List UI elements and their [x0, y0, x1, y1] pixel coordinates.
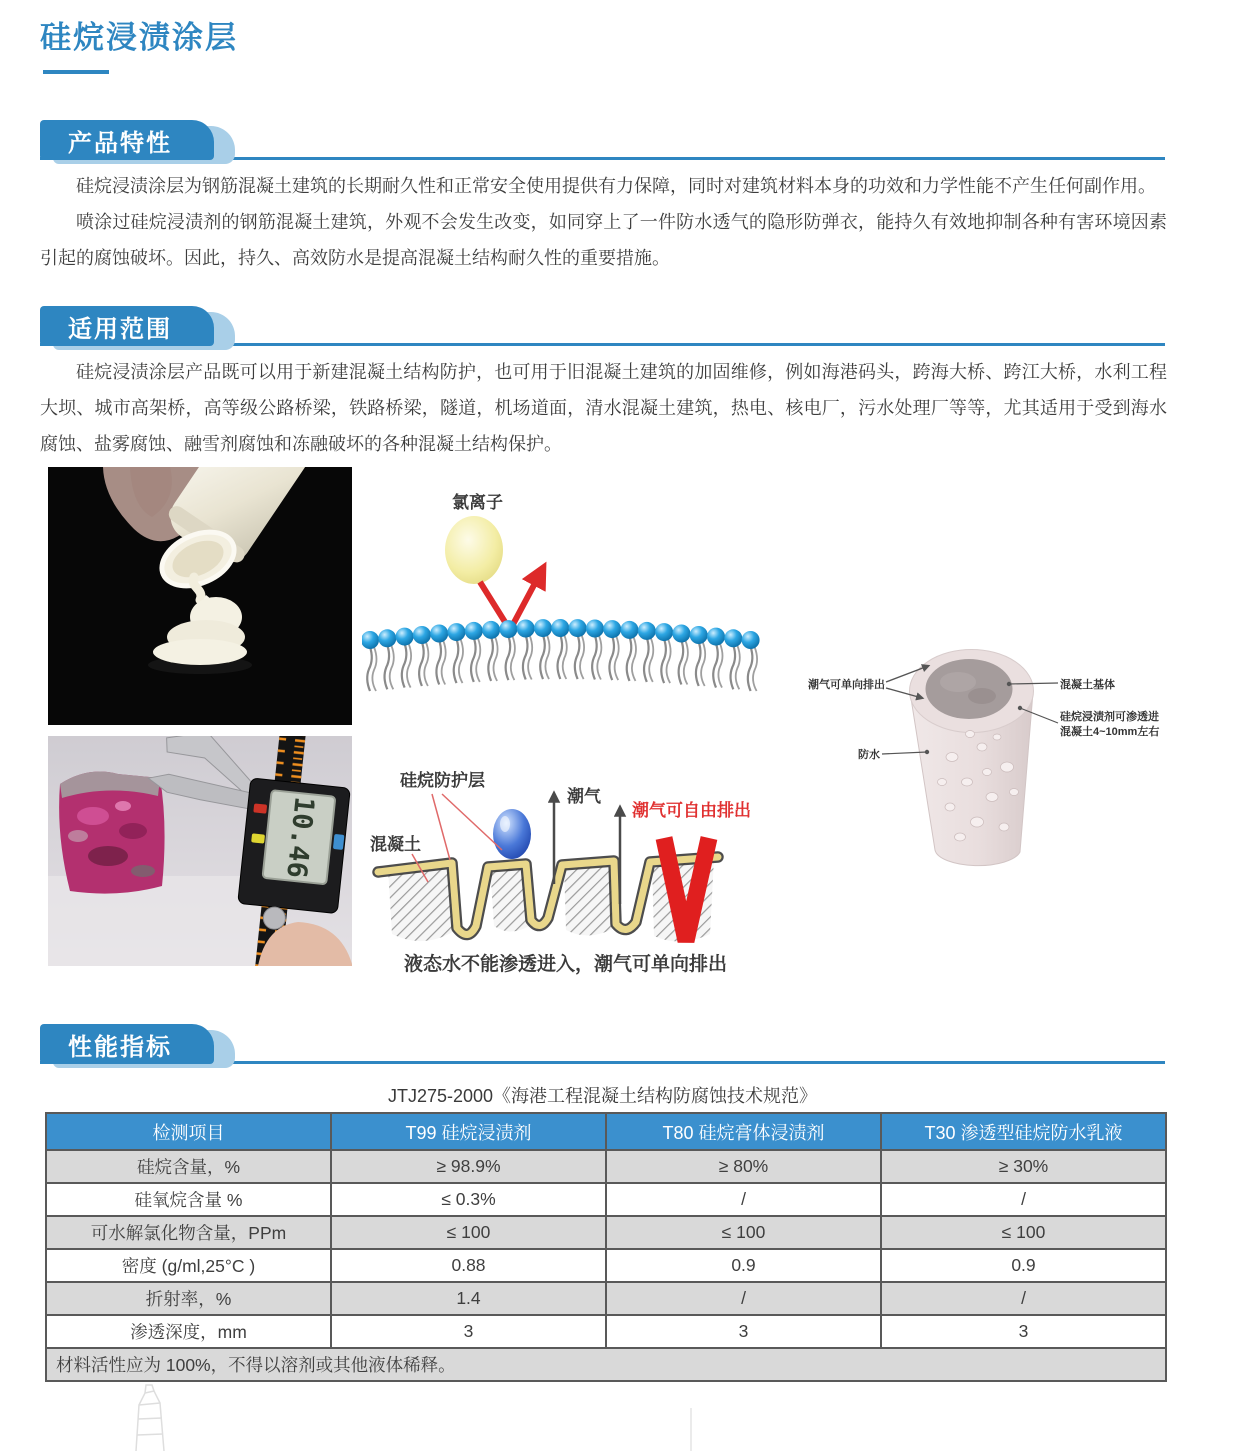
table-cell: 0.9 [606, 1249, 881, 1282]
table-cell: ≥ 98.9% [331, 1150, 606, 1183]
table-cell: 硅氧烷含量 % [46, 1183, 331, 1216]
concrete-label: 混凝土 [370, 835, 421, 854]
penetration-label-line1: 硅烷浸渍剂可渗透进 [1060, 711, 1159, 723]
table-cell: 0.88 [331, 1249, 606, 1282]
paragraph: 喷涂过硅烷浸渍剂的钢筋混凝土建筑，外观不会发生改变，如同穿上了一件防水透气的隐形防弹衣，能持久有效地抑制各种有害环境因素引起的腐蚀破坏。因此，持久、高效防水是提高混凝土结构耐久性的重要措施。 [40, 212, 1167, 268]
caliper-reading: 10.46 [280, 795, 320, 880]
column-header: T30 渗透型硅烷防水乳液 [881, 1113, 1166, 1150]
table-footer-note: 材料活性应为 100%，不得以溶剂或其他液体稀释。 [46, 1348, 1166, 1381]
waterproof-label: 防水 [858, 749, 880, 761]
table-cell: 3 [881, 1315, 1166, 1348]
diagram-concrete-cylinder [782, 622, 1235, 957]
table-row [46, 1249, 1166, 1282]
column-header: 检测项目 [46, 1113, 331, 1150]
table-cell: ≤ 100 [331, 1216, 606, 1249]
diagram-breathable-barrier [362, 744, 780, 976]
table-cell: 密度 (g/ml,25°C ) [46, 1249, 331, 1282]
table-row [46, 1315, 1166, 1348]
scope-paragraphs [40, 354, 1167, 462]
page-title: 硅烷浸渍涂层 [40, 20, 238, 55]
barrier-diagram [362, 744, 780, 976]
caliper-button-yellow [251, 833, 265, 843]
table-cell: 3 [331, 1315, 606, 1348]
barrier-caption: 液态水不能渗透进入，潮气可单向排出 [404, 954, 728, 975]
chloride-diagram [362, 470, 762, 722]
caliper-button-blue [333, 834, 345, 850]
table-row [46, 1216, 1166, 1249]
paragraph: 硅烷浸渍涂层为钢筋混凝土建筑的长期耐久性和正常安全使用提供有力保障，同时对建筑材料本身的功效和力学性能不产生任何副作用。 [76, 176, 1156, 196]
chloride-ion-label: 氯离子 [452, 493, 503, 512]
table-cell: / [881, 1282, 1166, 1315]
photo-caliper-penetration-depth [48, 736, 352, 966]
paragraph: 硅烷浸渍涂层产品既可以用于新建混凝土结构防护，也可用于旧混凝土建筑的加固维修，例如海港码头，跨海大桥、跨江大桥，水利工程大坝、城市高架桥，高等级公路桥梁，铁路桥梁，隧道，机场道面，清水混凝土建筑，热电、核电厂，污水处理厂等等，尤其适用于受到海水腐蚀、盐雾腐蚀、融雪剂腐蚀和冻融破坏的各种混凝土结构保护。 [40, 362, 1167, 454]
table-cell: ≥ 80% [606, 1150, 881, 1183]
table-cell: 1.4 [331, 1282, 606, 1315]
photo-silane-cream-pouring [48, 467, 352, 725]
bottle-pour-image [48, 467, 352, 725]
spec-table [45, 1112, 1167, 1382]
penetration-label-line2: 混凝土4~10mm左右 [1060, 726, 1160, 738]
table-cell: ≤ 100 [606, 1216, 881, 1249]
section-header-scope [40, 306, 1165, 350]
table-row [46, 1282, 1166, 1315]
spec-table-caption: JTJ275-2000《海港工程混凝土结构防腐蚀技术规范》 [387, 1086, 818, 1106]
title-underline [43, 70, 109, 74]
table-cell: / [606, 1282, 881, 1315]
concrete-matrix-label: 混凝土基体 [1060, 679, 1115, 691]
section-heading-performance: 性能指标 [40, 1024, 214, 1064]
table-cell: 0.9 [881, 1249, 1166, 1282]
features-paragraphs [40, 168, 1167, 276]
column-header: T99 硅烷浸渍剂 [331, 1113, 606, 1150]
table-cell: / [881, 1183, 1166, 1216]
caliper-image [48, 736, 352, 966]
free-discharge-label: 潮气可自由排出 [632, 801, 751, 820]
section-header-performance [40, 1024, 1165, 1068]
table-cell: / [606, 1183, 881, 1216]
table-header-row [46, 1113, 1166, 1150]
table-cell: ≥ 30% [881, 1150, 1166, 1183]
water-droplet [493, 809, 531, 859]
protective-layer-label: 硅烷防护层 [400, 771, 485, 790]
cylinder-diagram [782, 622, 1235, 957]
table-cell: 折射率，% [46, 1282, 331, 1315]
table-cell: 可水解氯化物含量，PPm [46, 1216, 331, 1249]
diagram-chloride-repelled [362, 470, 762, 722]
table-cell: 3 [606, 1315, 881, 1348]
table-cell: 硅烷含量，% [46, 1150, 331, 1183]
table-footer-row [46, 1348, 1166, 1381]
section-header-features [40, 120, 1165, 164]
section-heading-scope: 适用范围 [40, 306, 214, 346]
dyed-concrete-sample [59, 772, 164, 894]
table-cell: ≤ 0.3% [331, 1183, 606, 1216]
moisture-label: 潮气 [567, 787, 601, 806]
column-header: T80 硅烷膏体浸渍剂 [606, 1113, 881, 1150]
faint-divider [690, 1408, 692, 1451]
table-cell: 渗透深度，mm [46, 1315, 331, 1348]
table-row [46, 1183, 1166, 1216]
caliper-button-red [253, 803, 267, 813]
one-way-discharge-label: 潮气可单向排出 [808, 679, 885, 691]
section-heading-features: 产品特性 [40, 120, 214, 160]
table-cell: ≤ 100 [881, 1216, 1166, 1249]
tower-outline-watermark [108, 1383, 188, 1451]
table-row [46, 1150, 1166, 1183]
chloride-ion [445, 516, 503, 584]
